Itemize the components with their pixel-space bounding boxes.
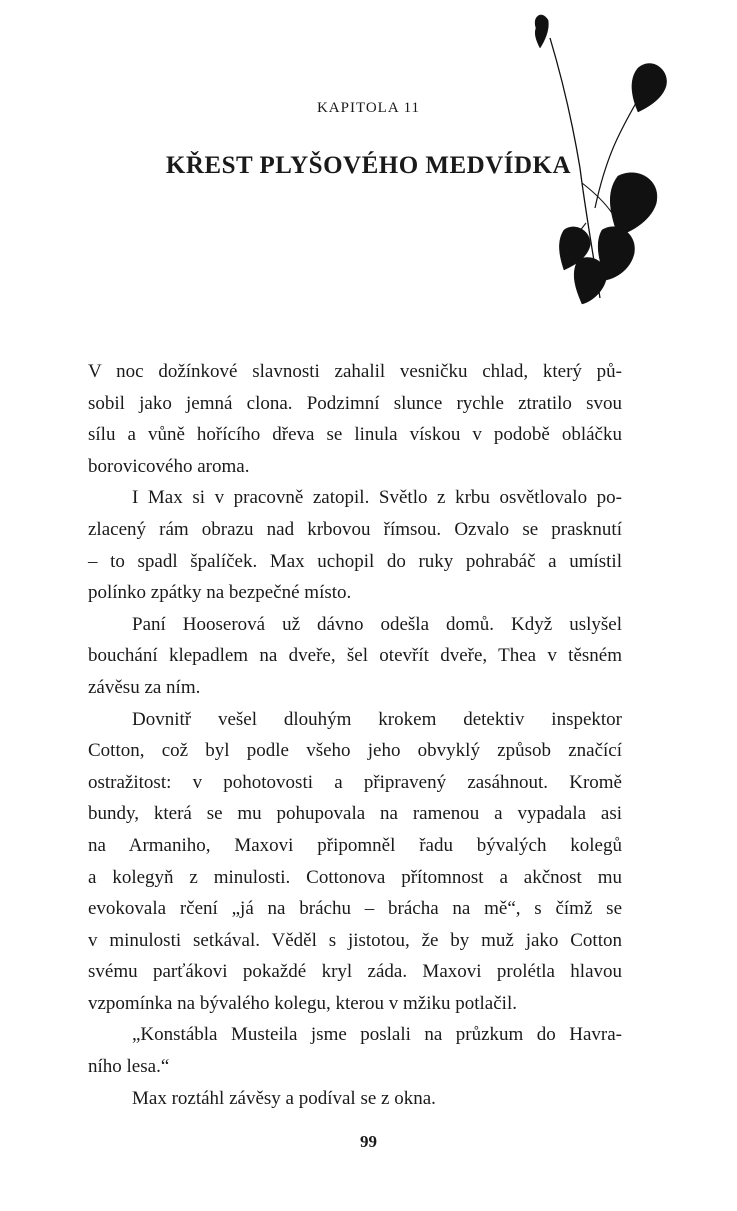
text-line: sílu a vůně hořícího dřeva se linula vískou v podobě obláčku <box>88 424 622 446</box>
text-line: bundy, která se mu pohupovala na ramenou a vypadala asi <box>88 803 622 825</box>
text-line: na Armaniho, Maxovi připomněl řadu bývalých kolegů <box>88 834 622 856</box>
text-line: ního lesa.“ <box>88 1056 170 1078</box>
chapter-label: KAPITOLA 11 <box>316 100 421 116</box>
text-line: „Konstábla Musteila jsme poslali na průzkum do Havra- <box>132 1024 622 1046</box>
text-line: Cotton, což byl podle všeho jeho obvyklý způsob značící <box>88 740 622 762</box>
text-line: Paní Hooserová už dávno odešla domů. Když uslyšel <box>132 613 622 635</box>
leaf-branch-illustration <box>520 8 670 308</box>
chapter-body-text <box>88 356 622 1114</box>
text-line: v minulosti setkával. Věděl s jistotou, že by muž jako Cotton <box>88 929 622 951</box>
text-line: zlacený rám obrazu nad krbovou římsou. Ozvalo se prasknutí <box>88 518 622 540</box>
text-line: bouchání klepadlem na dveře, šel otevřít dveře, Thea v těsném <box>88 645 622 667</box>
text-line: ostražitost: v pohotovosti a připravený zasáhnout. Kromě <box>88 771 622 793</box>
text-line: V noc dožínkové slavnosti zahalil vesničku chlad, který pů- <box>88 361 622 382</box>
text-line: vzpomínka na bývalého kolegu, kterou v mžiku potlačil. <box>88 992 517 1014</box>
text-line: sobil jako jemná clona. Podzimní slunce rychle ztratilo svou <box>88 392 622 414</box>
text-line: svému parťákovi pokaždé kryl záda. Maxovi prolétla hlavou <box>88 961 622 983</box>
text-line: závěsu za ním. <box>88 676 201 698</box>
text-line: I Max si v pracovně zatopil. Světlo z krbu osvětlovalo po- <box>132 487 622 509</box>
text-line: Max roztáhl závěsy a podíval se z okna. <box>132 1087 436 1109</box>
text-line: Dovnitř vešel dlouhým krokem detektiv inspektor <box>132 708 622 730</box>
text-line: – to spadl špalíček. Max uchopil do ruky pohrabáč a umístil <box>88 550 622 572</box>
page-number: 99 <box>360 1132 377 1151</box>
chapter-title: KŘEST PLYŠOVÉHO MEDVÍDKA <box>165 152 572 179</box>
text-line: a kolegyň z minulosti. Cottonova přítomnost a akčnost mu <box>88 866 622 888</box>
text-line: evokovala rčení „já na bráchu – brácha na mě“, s čímž se <box>88 898 622 920</box>
text-line: borovicového aroma. <box>88 455 250 477</box>
text-line: polínko zpátky na bezpečné místo. <box>88 582 352 604</box>
